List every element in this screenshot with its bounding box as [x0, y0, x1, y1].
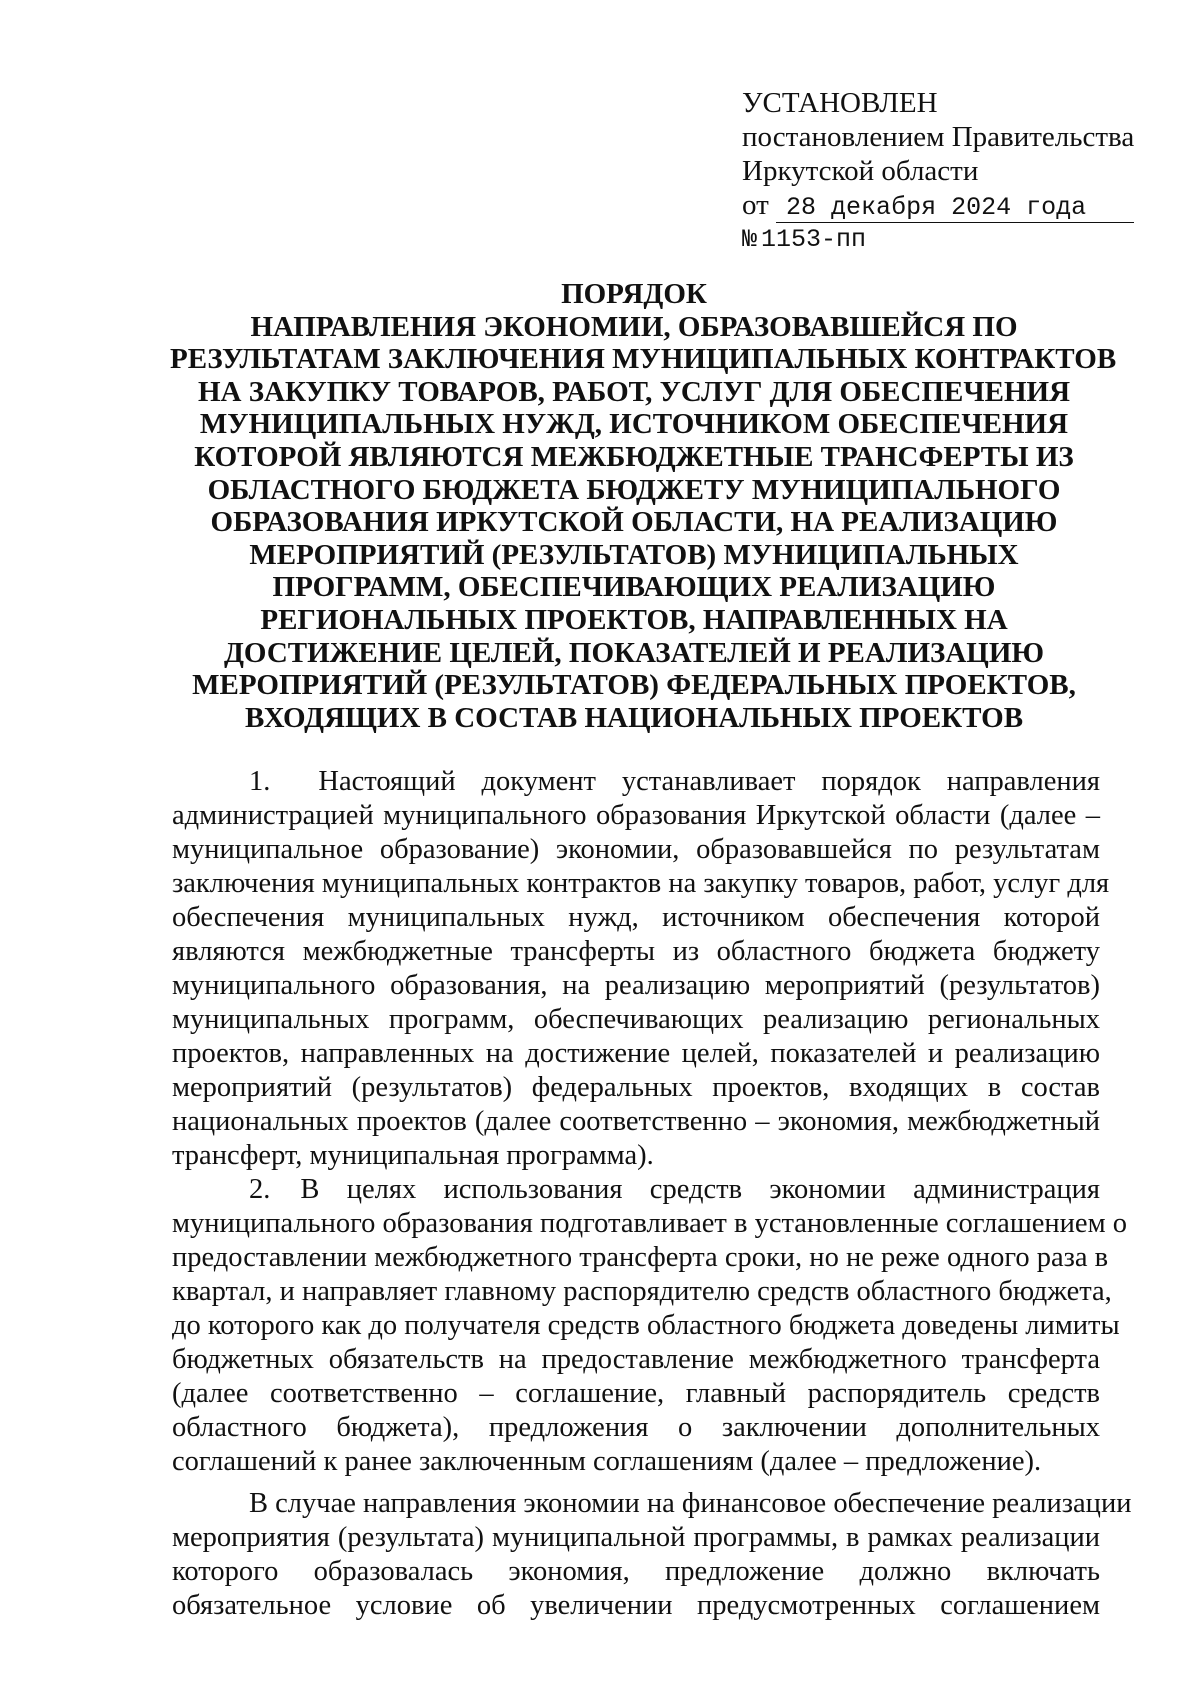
title-line: МЕРОПРИЯТИЙ (РЕЗУЛЬТАТОВ) ФЕДЕРАЛЬНЫХ ПРОЕКТОВ,	[192, 669, 1076, 702]
title-line: ВХОДЯЩИХ В СОСТАВ НАЦИОНАЛЬНЫХ ПРОЕКТОВ	[244, 701, 1024, 734]
paragraph-line: трансферт, муниципальная программа).	[172, 1140, 654, 1171]
document-title	[170, 278, 1117, 734]
approval-line-1: постановлением Правительства	[742, 121, 1135, 153]
paragraph-line: предоставлении межбюджетного трансферта сроки, но не реже одного раза в	[172, 1242, 1109, 1273]
paragraph-line	[172, 765, 1100, 799]
paragraph-1	[172, 765, 1110, 1173]
title-line: ПРОГРАММ, ОБЕСПЕЧИВАЮЩИХ РЕАЛИЗАЦИЮ	[272, 571, 996, 604]
paragraph-line: до которого как до получателя средств областного бюджета доведены лимиты	[172, 1310, 1120, 1341]
paragraph-line: администрацией муниципального образования Иркутской области (далее –	[172, 800, 1100, 831]
title-line: РЕЗУЛЬТАТАМ ЗАКЛЮЧЕНИЯ МУНИЦИПАЛЬНЫХ КОНТРАКТОВ	[170, 343, 1117, 376]
date-prefix: от	[742, 189, 769, 221]
paragraph-line: мероприятий (результатов) федеральных проектов, входящих в состав	[172, 1072, 1100, 1103]
approval-status: УСТАНОВЛЕН	[742, 87, 938, 119]
title-line: ОБРАЗОВАНИЯ ИРКУТСКОЙ ОБЛАСТИ, НА РЕАЛИЗАЦИЮ	[210, 506, 1058, 539]
paragraph-line: заключения муниципальных контрактов на закупку товаров, работ, услуг для	[172, 868, 1110, 899]
paragraph-line: проектов, направленных на достижение целей, показателей и реализацию	[172, 1038, 1100, 1069]
paragraph-line: муниципальное образование) экономии, образовавшейся по результатам	[172, 834, 1100, 865]
paragraph-line	[172, 1173, 1100, 1207]
paragraph-line: обязательное условие об увеличении предусмотренных соглашением	[172, 1590, 1100, 1621]
paragraph-line: (далее соответственно – соглашение, главный распорядитель средств	[172, 1378, 1100, 1409]
approval-date-row	[742, 188, 1162, 223]
approval-number-row	[742, 223, 1162, 257]
paragraph-line: являются межбюджетные трансферты из областного бюджета бюджету	[172, 936, 1100, 967]
paragraph-2	[172, 1173, 1127, 1479]
title-line: ОБЛАСТНОГО БЮДЖЕТА БЮДЖЕТУ МУНИЦИПАЛЬНОГО	[207, 473, 1061, 506]
paragraph-line: национальных проектов (далее соответственно – экономия, межбюджетный	[172, 1106, 1100, 1137]
title-line: МЕРОПРИЯТИЙ (РЕЗУЛЬТАТОВ) МУНИЦИПАЛЬНЫХ	[249, 538, 1019, 571]
paragraph-line: муниципального образования, на реализацию мероприятий (результатов)	[172, 970, 1100, 1001]
number-prefix: №	[742, 225, 758, 254]
paragraph-line: бюджетных обязательств на предоставление межбюджетного трансферта	[172, 1344, 1100, 1375]
approval-number: 1153-пп	[761, 225, 867, 254]
document-body	[172, 765, 1132, 1623]
paragraph-line: мероприятия (результата) муниципальной программы, в рамках реализации	[172, 1522, 1100, 1553]
paragraph-line: обеспечения муниципальных нужд, источником обеспечения которой	[172, 902, 1100, 933]
paragraph-line: областного бюджета), предложения о заключении дополнительных	[172, 1412, 1100, 1443]
approval-line-2: Иркутской области	[742, 155, 979, 187]
approval-block	[742, 86, 1162, 257]
title-line: НАПРАВЛЕНИЯ ЭКОНОМИИ, ОБРАЗОВАВШЕЙСЯ ПО	[250, 310, 1018, 343]
paragraph-line: муниципальных программ, обеспечивающих реализацию региональных	[172, 1004, 1100, 1035]
paragraph-line: соглашений к ранее заключенным соглашениям (далее – предложение).	[172, 1446, 1042, 1477]
paragraph-number: 2.	[249, 1174, 271, 1205]
paragraph-text: Настоящий документ устанавливает порядок направления	[318, 766, 1100, 797]
paragraph-text: В целях использования средств экономии администрация	[300, 1174, 1100, 1205]
paragraph-line: муниципального образования подготавливает в установленные соглашением о	[172, 1208, 1127, 1239]
title-line: ДОСТИЖЕНИЕ ЦЕЛЕЙ, ПОКАЗАТЕЛЕЙ И РЕАЛИЗАЦИЮ	[223, 636, 1045, 669]
paragraph-3	[172, 1487, 1132, 1623]
title-line: НА ЗАКУПКУ ТОВАРОВ, РАБОТ, УСЛУГ ДЛЯ ОБЕСПЕЧЕНИЯ	[197, 375, 1071, 408]
title-line: КОТОРОЙ ЯВЛЯЮТСЯ МЕЖБЮДЖЕТНЫЕ ТРАНСФЕРТЫ ИЗ	[194, 440, 1074, 473]
paragraph-spacer	[172, 1479, 1100, 1487]
paragraph-line: которого образовалась экономия, предложение должно включать	[172, 1556, 1100, 1587]
title-heading: ПОРЯДОК	[561, 278, 707, 310]
approval-date: 28 декабря 2024 года	[776, 194, 1134, 223]
title-line: МУНИЦИПАЛЬНЫХ НУЖД, ИСТОЧНИКОМ ОБЕСПЕЧЕНИЯ	[199, 408, 1069, 441]
paragraph-line: В случае направления экономии на финансовое обеспечение реализации	[249, 1488, 1132, 1519]
title-line: РЕГИОНАЛЬНЫХ ПРОЕКТОВ, НАПРАВЛЕННЫХ НА	[260, 603, 1008, 636]
paragraph-number: 1.	[249, 766, 271, 797]
paragraph-line: квартал, и направляет главному распорядителю средств областного бюджета,	[172, 1276, 1112, 1307]
